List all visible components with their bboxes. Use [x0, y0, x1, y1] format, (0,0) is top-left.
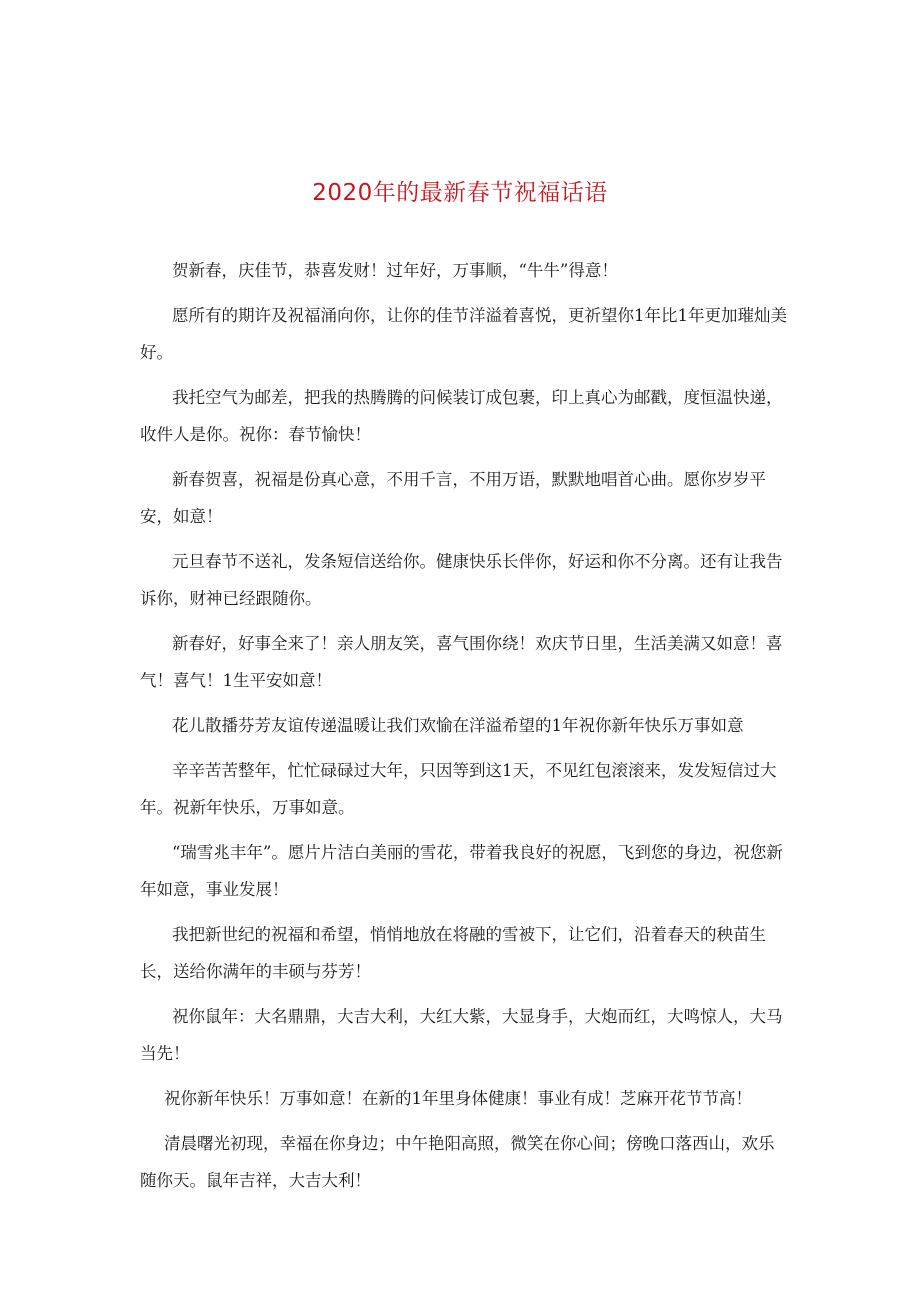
paragraph-7: 花儿散播芬芳友谊传递温暖让我们欢愉在洋溢希望的1年祝你新年快乐万事如意	[172, 716, 744, 735]
paragraph-2: 愿所有的期许及祝福涌向你，让你的佳节洋溢着喜悦，更祈望你1年比1年更加璀灿美好。	[140, 306, 787, 362]
paragraph-13: 清晨曙光初现，幸福在你身边；中午艳阳高照，微笑在你心间；傍晚口落西山，欢乐随你天。鼠年吉祥，大吉大利！	[140, 1134, 775, 1190]
paragraph-1: 贺新春，庆佳节，恭喜发财！过年好，万事顺，“牛牛”得意！	[172, 261, 618, 280]
document-body	[140, 252, 790, 1207]
paragraph-8: 辛辛苦苦整年，忙忙碌碌过大年，只因等到这1天，不见红包滚滚来，发发短信过大年。祝新年快乐，万事如意。	[140, 761, 777, 817]
paragraph-9: “瑞雪兆丰年”。愿片片洁白美丽的雪花，带着我良好的祝愿，飞到您的身边，祝您新年如意，事业发展！	[140, 843, 783, 899]
paragraph-3: 我托空气为邮差，把我的热腾腾的问候装订成包裹，印上真心为邮戳，度恒温快递，收件人是你。祝你：春节愉快！	[140, 388, 783, 444]
paragraph-4: 新春贺喜，祝福是份真心意，不用千言，不用万语，默默地唱首心曲。愿你岁岁平安，如意！	[140, 470, 766, 526]
paragraph-12: 祝你新年快乐！万事如意！在新的1年里身体健康！事业有成！芝麻开花节节高！	[164, 1089, 752, 1108]
paragraph-11: 祝你鼠年：大名鼎鼎，大吉大利，大红大紫，大显身手，大炮而红，大鸣惊人，大马当先！	[140, 1007, 783, 1063]
document-title: 2020年的最新春节祝福话语	[312, 180, 608, 206]
paragraph-5: 元旦春节不送礼，发条短信送给你。健康快乐长伴你，好运和你不分离。还有让我告诉你，财神已经跟随你。	[140, 552, 783, 608]
paragraph-10: 我把新世纪的祝福和希望，悄悄地放在将融的雪被下，让它们，沿着春天的秧苗生长，送给你满年的丰硕与芬芳！	[140, 925, 766, 981]
paragraph-6: 新春好，好事全来了！亲人朋友笑，喜气围你绕！欢庆节日里，生活美满又如意！喜气！喜气！1生平安如意！	[140, 634, 783, 690]
